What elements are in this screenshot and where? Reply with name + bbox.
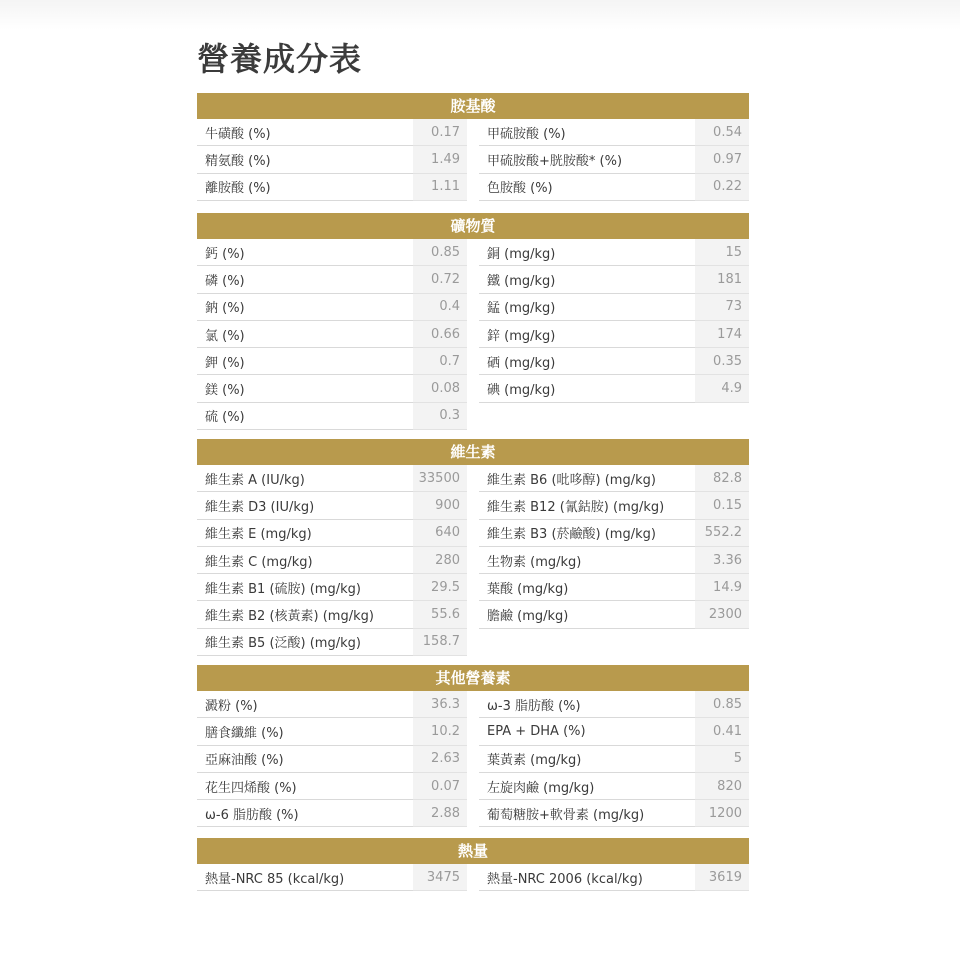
page-title: 營養成分表 xyxy=(197,40,363,78)
nutrient-label: 維生素 B5 (泛酸) (mg/kg) xyxy=(197,629,413,656)
nutrient-label xyxy=(479,403,695,430)
nutrient-label xyxy=(479,629,695,656)
section-vitamins xyxy=(197,439,749,656)
nutrient-label: 色胺酸 (%) xyxy=(479,174,695,201)
nutrient-value: 158.7 xyxy=(413,629,467,656)
nutrient-label: 葉黃素 (mg/kg) xyxy=(479,746,695,773)
nutrient-label: 鎂 (%) xyxy=(197,375,413,402)
nutrient-label: 維生素 B1 (硫胺) (mg/kg) xyxy=(197,574,413,601)
column-gap xyxy=(467,746,479,773)
nutrient-value: 0.97 xyxy=(695,146,749,173)
nutrient-value: 29.5 xyxy=(413,574,467,601)
table-row xyxy=(197,465,749,492)
column-gap xyxy=(467,266,479,293)
column-gap xyxy=(467,691,479,718)
column-gap xyxy=(467,375,479,402)
nutrient-label: 維生素 A (IU/kg) xyxy=(197,465,413,492)
nutrient-label: 熱量-NRC 85 (kcal/kg) xyxy=(197,864,413,891)
section-header: 其他營養素 xyxy=(197,665,749,691)
nutrient-value: 181 xyxy=(695,266,749,293)
nutrient-label: 熱量-NRC 2006 (kcal/kg) xyxy=(479,864,695,891)
table-row xyxy=(197,773,749,800)
nutrient-value: 0.4 xyxy=(413,294,467,321)
nutrient-label: 硒 (mg/kg) xyxy=(479,348,695,375)
column-gap xyxy=(467,146,479,173)
nutrient-label: 葡萄糖胺+軟骨素 (mg/kg) xyxy=(479,800,695,827)
nutrient-value: 900 xyxy=(413,492,467,519)
column-gap xyxy=(467,718,479,745)
nutrient-label: 維生素 E (mg/kg) xyxy=(197,520,413,547)
nutrient-label: 鈉 (%) xyxy=(197,294,413,321)
nutrient-value: 73 xyxy=(695,294,749,321)
nutrient-value: 0.3 xyxy=(413,403,467,430)
column-gap xyxy=(467,239,479,266)
table-row xyxy=(197,520,749,547)
section-header: 礦物質 xyxy=(197,213,749,239)
top-shadow xyxy=(0,0,960,30)
section-rows xyxy=(197,465,749,656)
table-row xyxy=(197,119,749,146)
column-gap xyxy=(467,492,479,519)
nutrient-value: 0.54 xyxy=(695,119,749,146)
nutrient-label: 鋅 (mg/kg) xyxy=(479,321,695,348)
nutrient-label: 維生素 B12 (氰鈷胺) (mg/kg) xyxy=(479,492,695,519)
nutrient-value xyxy=(695,403,749,430)
column-gap xyxy=(467,864,479,891)
nutrient-value: 82.8 xyxy=(695,465,749,492)
table-row xyxy=(197,746,749,773)
table-row xyxy=(197,864,749,891)
nutrient-label: 花生四烯酸 (%) xyxy=(197,773,413,800)
nutrient-value: 33500 xyxy=(413,465,467,492)
nutrient-value: 0.35 xyxy=(695,348,749,375)
table-row xyxy=(197,146,749,173)
table-row xyxy=(197,574,749,601)
section-minerals xyxy=(197,213,749,430)
nutrient-label: 維生素 B6 (吡哆醇) (mg/kg) xyxy=(479,465,695,492)
nutrient-value: 3.36 xyxy=(695,547,749,574)
nutrient-value: 1200 xyxy=(695,800,749,827)
nutrient-value: 55.6 xyxy=(413,601,467,628)
column-gap xyxy=(467,403,479,430)
nutrient-label: 氯 (%) xyxy=(197,321,413,348)
nutrient-label: 碘 (mg/kg) xyxy=(479,375,695,402)
table-row xyxy=(197,403,749,430)
nutrient-value: 2.63 xyxy=(413,746,467,773)
nutrient-value: 280 xyxy=(413,547,467,574)
nutrient-label: 生物素 (mg/kg) xyxy=(479,547,695,574)
nutrient-label: 磷 (%) xyxy=(197,266,413,293)
nutrient-value: 36.3 xyxy=(413,691,467,718)
nutrient-label: 精氨酸 (%) xyxy=(197,146,413,173)
nutrient-value: 2.88 xyxy=(413,800,467,827)
nutrient-label: 維生素 D3 (IU/kg) xyxy=(197,492,413,519)
nutrient-label: 亞麻油酸 (%) xyxy=(197,746,413,773)
column-gap xyxy=(467,321,479,348)
table-row xyxy=(197,321,749,348)
nutrient-label: 維生素 C (mg/kg) xyxy=(197,547,413,574)
nutrient-label: 葉酸 (mg/kg) xyxy=(479,574,695,601)
nutrient-label: 甲硫胺酸 (%) xyxy=(479,119,695,146)
nutrient-value: 640 xyxy=(413,520,467,547)
column-gap xyxy=(467,547,479,574)
table-row xyxy=(197,547,749,574)
nutrient-value: 0.07 xyxy=(413,773,467,800)
nutrient-value: 0.72 xyxy=(413,266,467,293)
column-gap xyxy=(467,520,479,547)
section-rows xyxy=(197,239,749,430)
nutrient-label: 鈣 (%) xyxy=(197,239,413,266)
nutrient-value xyxy=(695,629,749,656)
column-gap xyxy=(467,629,479,656)
nutrient-label: 牛磺酸 (%) xyxy=(197,119,413,146)
nutrient-label: 維生素 B3 (菸鹼酸) (mg/kg) xyxy=(479,520,695,547)
nutrient-value: 4.9 xyxy=(695,375,749,402)
nutrient-value: 0.7 xyxy=(413,348,467,375)
nutrient-label: ω-3 脂肪酸 (%) xyxy=(479,691,695,718)
column-gap xyxy=(467,294,479,321)
nutrient-value: 14.9 xyxy=(695,574,749,601)
nutrient-value: 0.66 xyxy=(413,321,467,348)
nutrient-value: 5 xyxy=(695,746,749,773)
nutrient-value: 0.85 xyxy=(413,239,467,266)
nutrient-label: 膽鹼 (mg/kg) xyxy=(479,601,695,628)
nutrient-label: EPA + DHA (%) xyxy=(479,718,695,745)
nutrient-value: 2300 xyxy=(695,601,749,628)
section-energy xyxy=(197,838,749,891)
nutrient-value: 0.08 xyxy=(413,375,467,402)
nutrient-value: 0.41 xyxy=(695,718,749,745)
nutrient-value: 15 xyxy=(695,239,749,266)
nutrient-label: 銅 (mg/kg) xyxy=(479,239,695,266)
nutrient-label: 甲硫胺酸+胱胺酸* (%) xyxy=(479,146,695,173)
nutrient-value: 0.85 xyxy=(695,691,749,718)
nutrient-label: 離胺酸 (%) xyxy=(197,174,413,201)
table-row xyxy=(197,266,749,293)
nutrient-value: 0.15 xyxy=(695,492,749,519)
nutrient-value: 552.2 xyxy=(695,520,749,547)
table-row xyxy=(197,718,749,745)
column-gap xyxy=(467,174,479,201)
nutrient-label: ω-6 脂肪酸 (%) xyxy=(197,800,413,827)
section-other-nutrients xyxy=(197,665,749,827)
table-row xyxy=(197,800,749,827)
column-gap xyxy=(467,119,479,146)
nutrient-label: 澱粉 (%) xyxy=(197,691,413,718)
section-header: 維生素 xyxy=(197,439,749,465)
table-row xyxy=(197,691,749,718)
table-row xyxy=(197,492,749,519)
table-row xyxy=(197,294,749,321)
column-gap xyxy=(467,348,479,375)
table-row xyxy=(197,239,749,266)
nutrient-value: 174 xyxy=(695,321,749,348)
nutrient-value: 3619 xyxy=(695,864,749,891)
nutrient-value: 1.49 xyxy=(413,146,467,173)
nutrient-value: 3475 xyxy=(413,864,467,891)
section-rows xyxy=(197,119,749,201)
section-amino-acids xyxy=(197,93,749,201)
nutrient-label: 膳食纖維 (%) xyxy=(197,718,413,745)
section-rows xyxy=(197,864,749,891)
nutrient-label: 硫 (%) xyxy=(197,403,413,430)
table-row xyxy=(197,348,749,375)
nutrient-label: 錳 (mg/kg) xyxy=(479,294,695,321)
nutrient-label: 左旋肉鹼 (mg/kg) xyxy=(479,773,695,800)
section-header: 胺基酸 xyxy=(197,93,749,119)
column-gap xyxy=(467,465,479,492)
nutrient-label: 鉀 (%) xyxy=(197,348,413,375)
nutrient-value: 820 xyxy=(695,773,749,800)
table-row xyxy=(197,375,749,402)
nutrient-value: 1.11 xyxy=(413,174,467,201)
table-row xyxy=(197,601,749,628)
nutrient-label: 鐵 (mg/kg) xyxy=(479,266,695,293)
column-gap xyxy=(467,574,479,601)
nutrient-label: 維生素 B2 (核黃素) (mg/kg) xyxy=(197,601,413,628)
section-rows xyxy=(197,691,749,827)
table-row xyxy=(197,629,749,656)
nutrient-value: 0.22 xyxy=(695,174,749,201)
section-header: 熱量 xyxy=(197,838,749,864)
column-gap xyxy=(467,773,479,800)
nutrient-value: 10.2 xyxy=(413,718,467,745)
table-row xyxy=(197,174,749,201)
column-gap xyxy=(467,800,479,827)
nutrient-value: 0.17 xyxy=(413,119,467,146)
column-gap xyxy=(467,601,479,628)
